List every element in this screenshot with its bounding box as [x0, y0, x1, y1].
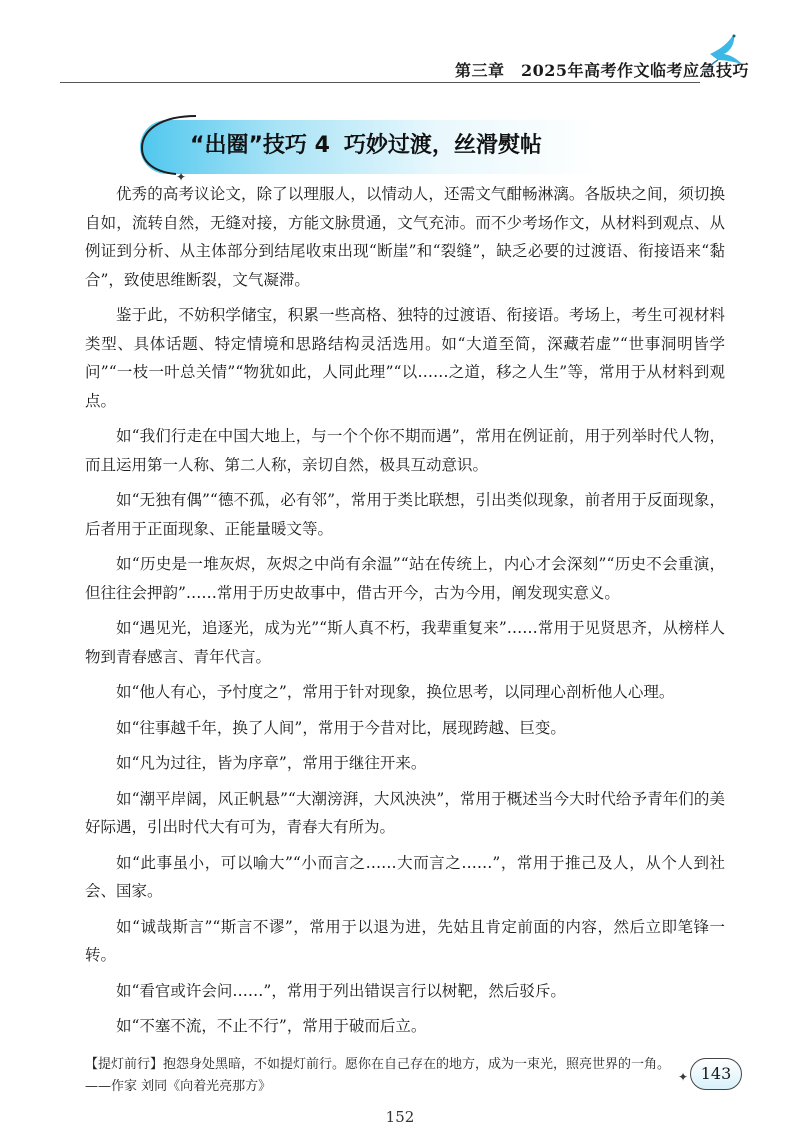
paragraph: 鉴于此，不妨积学储宝，积累一些高格、独特的过渡语、衔接语。考场上，考生可视材料类型、具体话题、特定情境和思路结构灵活选用。如“大道至简，深藏若虚”“世事洞明皆学问”“一枝一叶总关情”“物犹如此，人同此理”“以……之道，移之人生”等，常用于从材料到观点。 — [85, 306, 725, 410]
header-divider — [60, 82, 700, 83]
book-page-number: 143 — [690, 1058, 742, 1090]
paragraph: 如“看官或许会问……”，常用于列出错误言行以树靶，然后驳斥。 — [116, 981, 566, 1000]
article-body — [85, 180, 725, 1048]
paragraph: 如“诚哉斯言”“斯言不谬”，常用于以退为进，先姑且肯定前面的内容，然后立即笔锋一转。 — [85, 917, 725, 964]
paragraph: 如“我们行走在中国大地上，与一个个你不期而遇”，常用在例证前，用于列举时代人物，而且运用第一人称、第二人称，亲切自然，极具互动意识。 — [85, 427, 725, 474]
paragraph: 如“历史是一堆灰烬，灰烬之中尚有余温”“站在传统上，内心才会深刻”“历史不会重演，但往往会押韵”……常用于历史故事中，借古开今，古为今用，阐发现实意义。 — [85, 555, 725, 602]
paragraph: 如“他人有心，予忖度之”，常用于针对现象，换位思考，以同理心剖析他人心理。 — [116, 683, 675, 701]
paragraph: 如“往事越千年，换了人间”，常用于今昔对比，展现跨越、巨变。 — [116, 718, 566, 737]
paragraph: 优秀的高考议论文，除了以理服人，以情动人，还需文气酣畅淋漓。各版块之间，须切换自如，流转自然，无缝对接，方能文脉贯通，文气充沛。而不少考场作文，从材料到观点、从例证到分析、从主体部分到结尾收束出现“断崖”和“裂缝”，缺乏必要的过渡语、衔接语来“黏合”，致使思维断裂，文气凝滞。 — [85, 185, 725, 289]
sparkle-icon: ✦ — [678, 1070, 689, 1084]
paragraph: 如“潮平岸阔，风正帆悬”“大潮滂湃，大风泱泱”，常用于概述当今大时代给予青年们的美好际遇，引出时代大有可为，青春大有所为。 — [85, 789, 725, 836]
paragraph: 如“凡为过往，皆为序章”，常用于继往开来。 — [116, 754, 427, 772]
section-title-banner — [140, 112, 600, 174]
footer-quote: 【提灯前行】抱怨身处黑暗，不如提灯前行。愿你在自己存在的地方，成为一束光，照亮世界的一角。——作家 刘同《向着光亮那方》 — [85, 1057, 671, 1094]
paragraph: 如“此事虽小，可以喻大”“小而言之……大而言之……”，常用于推己及人，从个人到社会、国家。 — [85, 853, 725, 900]
section-title — [190, 128, 542, 159]
scan-page-number: 152 — [385, 1108, 415, 1126]
running-header: 第三章 2025年高考作文临考应急技巧 — [455, 61, 750, 80]
paragraph: 如“无独有偶”“德不孤，必有邻”，常用于类比联想，引出类似现象，前者用于反面现象，后者用于正面现象、正能量暖文等。 — [85, 491, 725, 538]
title-main: 巧妙过渡，丝滑熨帖 — [343, 133, 542, 158]
sparkle-icon: ✦ — [176, 170, 187, 184]
paragraph: 如“遇见光，追逐光，成为光”“斯人真不朽，我辈重复来”……常用于见贤思齐，从榜样人物到青春感言、青年代言。 — [85, 619, 725, 666]
paragraph: 如“不塞不流，不止不行”，常用于破而后立。 — [116, 1017, 427, 1035]
title-tag: “出圈”技巧 4 — [190, 133, 330, 158]
